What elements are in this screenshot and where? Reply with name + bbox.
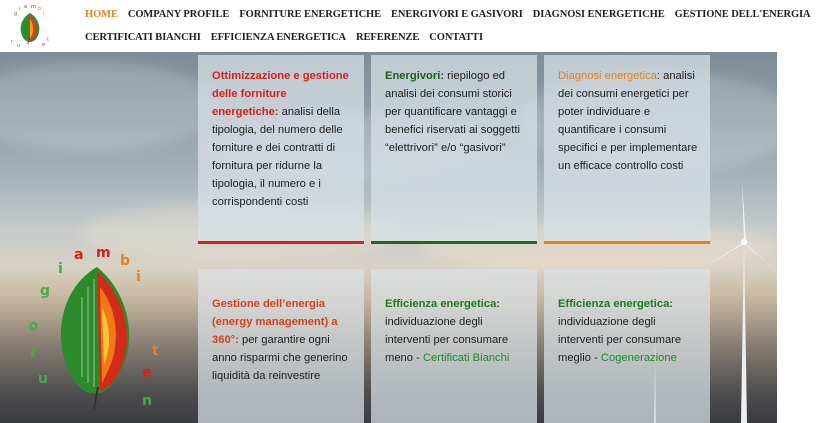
card-diagnosi-divider (544, 241, 710, 244)
nav-energivori-gasivori[interactable]: ENERGIVORI E GASIVORI (391, 9, 523, 20)
nav-certificati-bianchi[interactable]: CERTIFICATI BIANCHI (85, 32, 201, 43)
hero-leaf-logo-icon (22, 237, 172, 417)
nav-referenze[interactable]: REFERENZE (356, 32, 420, 43)
card-efficienza-2[interactable] (544, 269, 710, 423)
card-diagnosi-body: : analisi dei consumi energetici per poter individuare e quantificare i consumi specifici e per implementare un efficace controllo costi (558, 70, 698, 172)
svg-text:i: i (58, 261, 63, 277)
svg-text:a: a (24, 4, 28, 10)
svg-text:r: r (30, 345, 37, 361)
nav-company-profile[interactable]: COMPANY PROFILE (127, 9, 230, 20)
site-header (0, 0, 811, 52)
svg-text:t: t (47, 37, 49, 43)
nav-contatti[interactable]: CONTATTI (429, 32, 483, 43)
card-diagnosi-title: Diagnosi energetica (558, 70, 657, 82)
card-gestione-text (212, 281, 354, 385)
svg-text:m: m (31, 4, 36, 10)
svg-text:a: a (74, 247, 84, 263)
card-diagnosi-text (558, 67, 700, 175)
card-efficienza-2-title: Efficienza energetica: (558, 298, 674, 310)
card-gestione-title: Gestione dell’energia (energy management) a 360°: (212, 298, 338, 346)
wind-turbine-icon (700, 182, 777, 423)
card-energivori-body: riepilogo ed analisi dei consumi storici per quantificare vantaggi e benefici riservati ai soggetti “elettrivori” e/o “gasivori” (385, 70, 520, 154)
card-energivori[interactable] (371, 55, 537, 244)
svg-text:i: i (19, 6, 21, 12)
card-efficienza-1[interactable] (371, 269, 537, 423)
card-energivori-divider (371, 241, 537, 244)
svg-text:r: r (11, 39, 14, 45)
svg-text:g: g (14, 11, 18, 17)
card-energivori-title: Energivori: (385, 70, 445, 82)
card-efficienza-2-body: individuazione degli interventi per consumare meglio - (558, 316, 682, 364)
card-forniture-body: analisi della tipologia, del numero delle forniture e dei contratti di fornitura per ridurne la tipologia, il numero e i corrispondenti costi (212, 106, 343, 208)
svg-text:e: e (42, 42, 46, 48)
nav-diagnosi-energetiche[interactable]: DIAGNOSI ENERGETICHE (532, 9, 665, 20)
card-efficienza-1-body: individuazione degli interventi per consumare meno - (385, 316, 509, 364)
svg-text:i: i (43, 11, 45, 17)
svg-text:i: i (136, 269, 141, 285)
card-efficienza-1-title: Efficienza energetica: (385, 298, 501, 310)
svg-text:t: t (152, 343, 159, 359)
card-efficienza-1-text (385, 281, 527, 367)
nav-gestione-energia[interactable]: GESTIONE DELL'ENERGIA (674, 9, 811, 20)
nav-forniture-energetiche[interactable]: FORNITURE ENERGETICHE (239, 9, 382, 20)
nav-efficienza-energetica[interactable]: EFFICIENZA ENERGETICA (210, 32, 346, 43)
svg-text:n: n (142, 393, 152, 409)
svg-text:u: u (38, 371, 48, 387)
svg-text:o: o (24, 317, 43, 335)
svg-text:b: b (38, 6, 42, 12)
certificati-bianchi-link[interactable]: Certificati Bianchi (422, 352, 510, 364)
card-forniture[interactable] (198, 55, 364, 244)
card-forniture-divider (198, 241, 364, 244)
svg-text:g: g (40, 283, 51, 299)
main-nav-row-1 (80, 9, 816, 20)
main-nav-row-2 (80, 32, 488, 43)
nav-home[interactable]: HOME (85, 9, 118, 20)
cogenerazione-link[interactable]: Cogenerazione (600, 352, 677, 364)
card-gestione-body: per garantire ogni anno risparmi che generino liquidità da reinvestire (212, 334, 348, 382)
site-logo-icon[interactable] (6, 3, 54, 49)
svg-text:b: b (120, 253, 131, 269)
svg-text:u: u (17, 43, 21, 49)
svg-text:e: e (142, 365, 152, 381)
card-forniture-text (212, 67, 354, 211)
card-gestione[interactable] (198, 269, 364, 423)
card-diagnosi[interactable] (544, 55, 710, 244)
card-energivori-text (385, 67, 527, 157)
card-efficienza-2-text (558, 281, 700, 367)
card-forniture-title: Ottimizzazione e gestione delle forniture energetiche: (212, 70, 349, 118)
svg-text:m: m (96, 245, 111, 261)
